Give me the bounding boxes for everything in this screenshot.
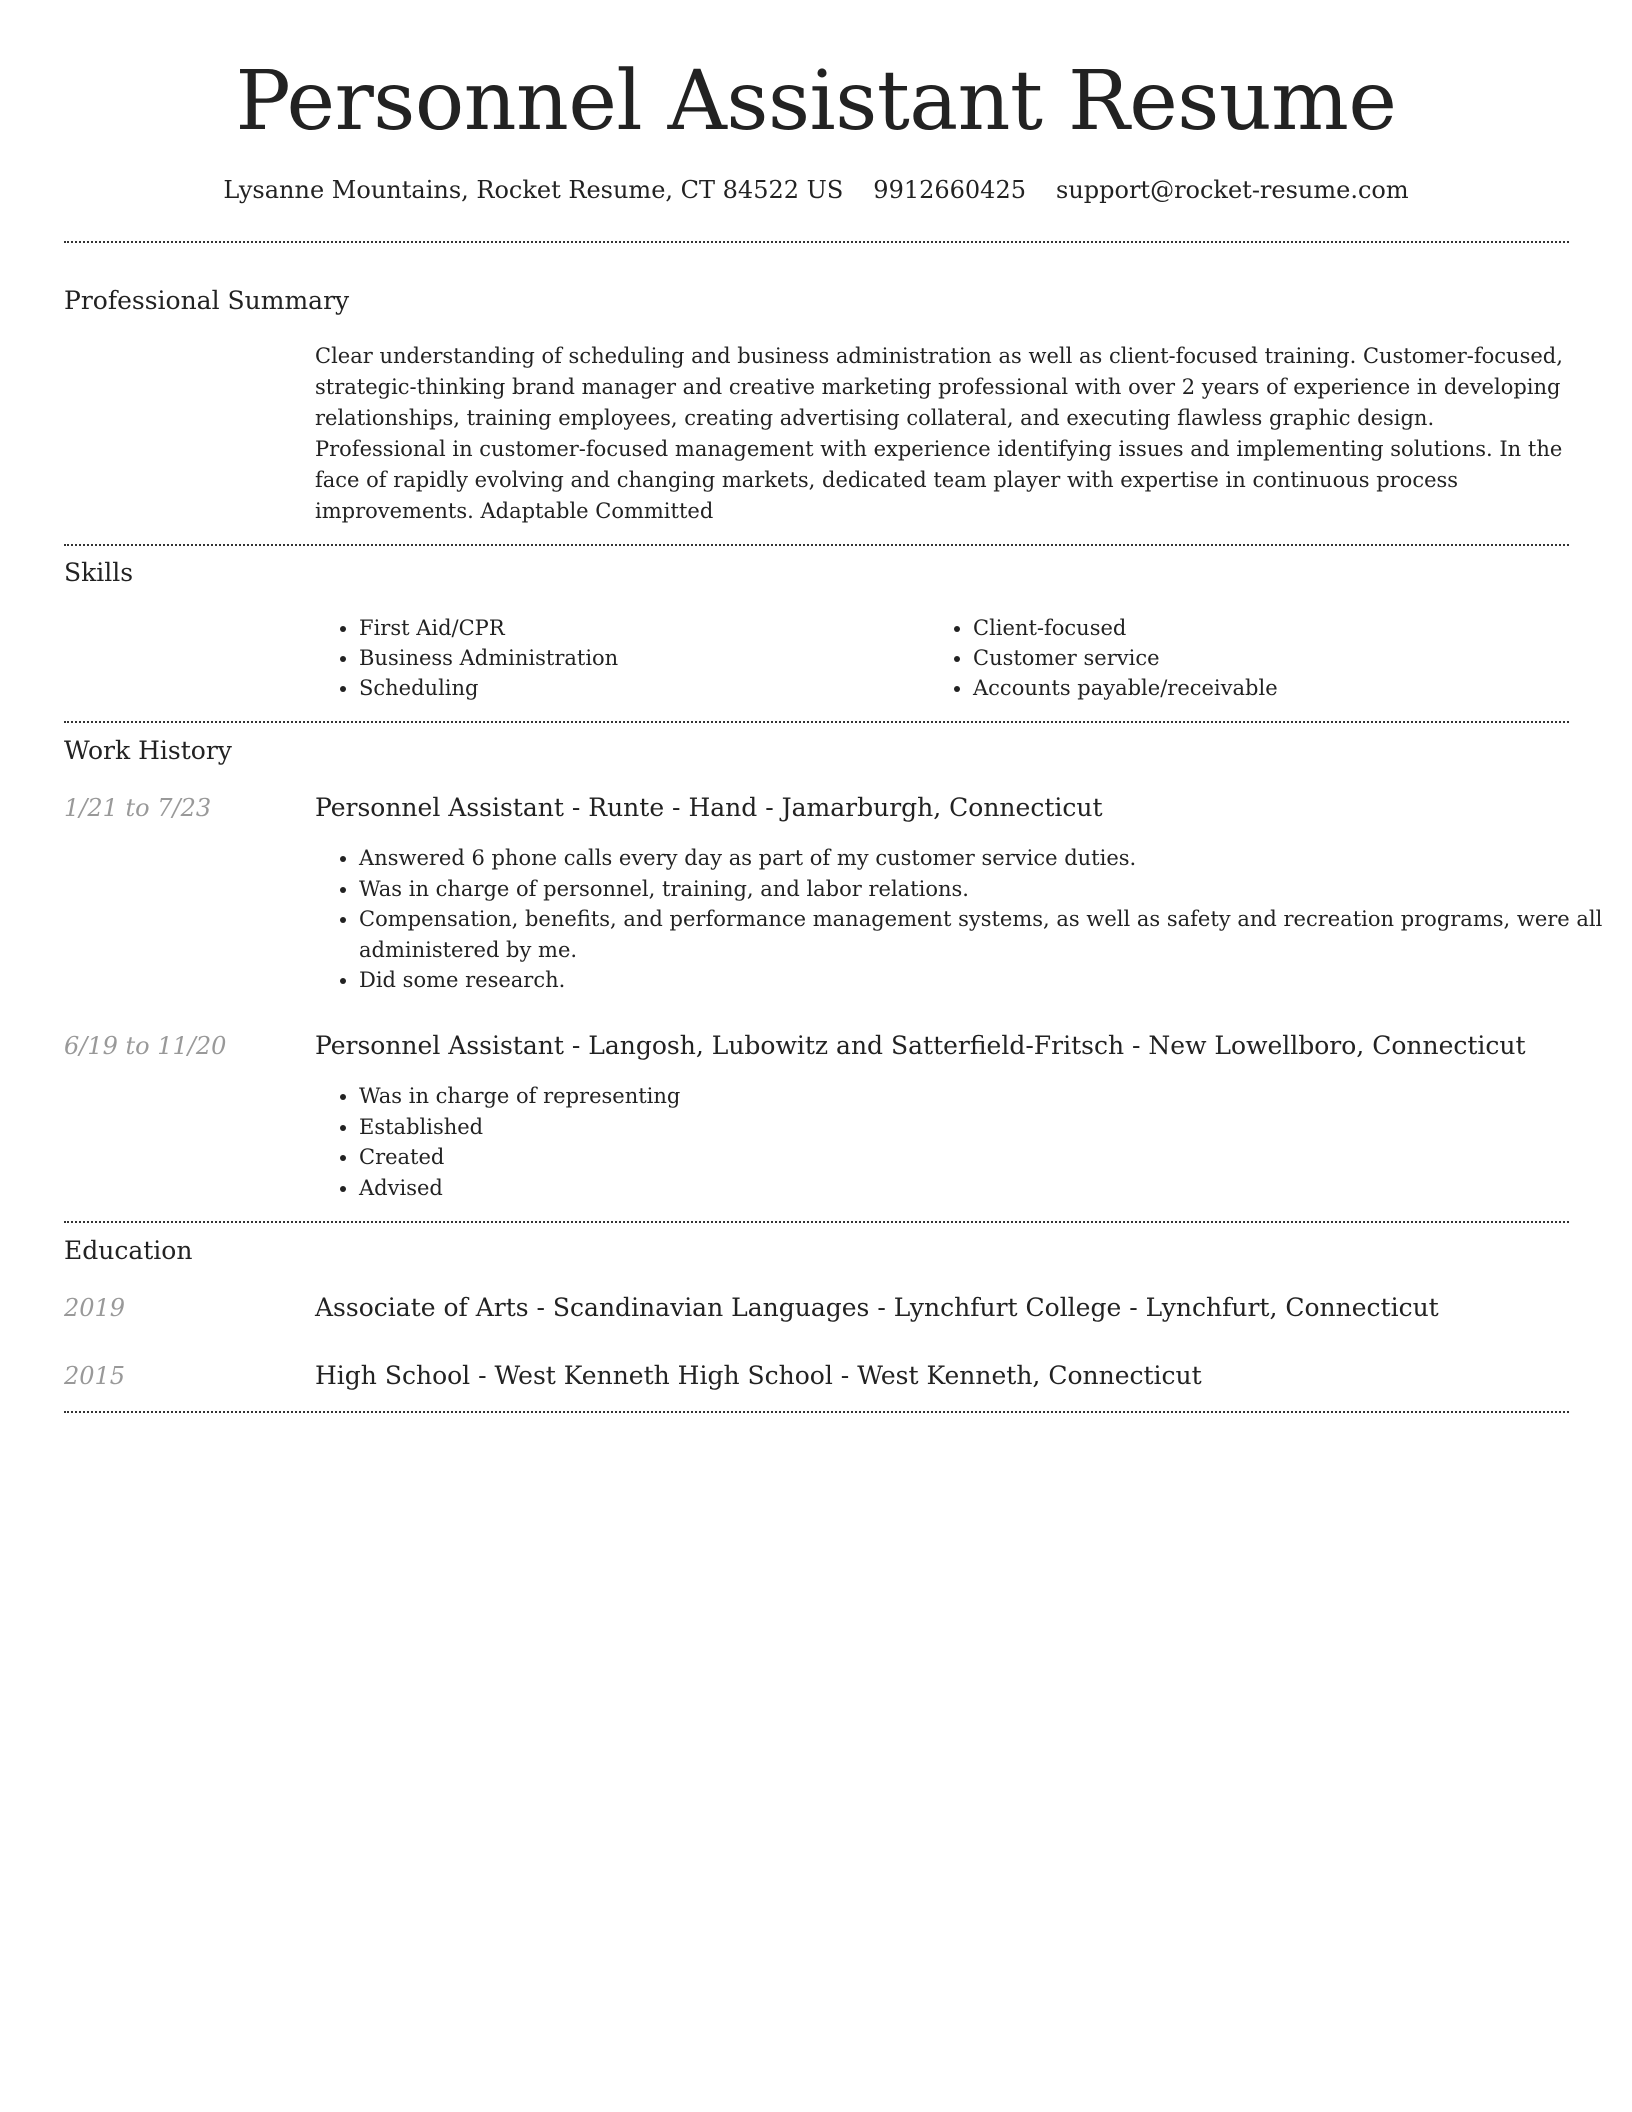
skill-item: • Business Administration: [359, 643, 618, 673]
duty-item: • Created: [359, 1142, 1609, 1173]
duty-item: • Answered 6 phone calls every day as part of my customer service duties.: [359, 843, 1609, 874]
education-year: 2019: [64, 1294, 126, 1322]
divider: [64, 1221, 1569, 1223]
skill-item: • Client-focused: [973, 613, 1278, 643]
duty-item: • Advised: [359, 1173, 1609, 1204]
education-title: High School - West Kenneth High School - West Kenneth, Connecticut: [315, 1361, 1202, 1390]
divider: [64, 721, 1569, 723]
divider: [64, 1411, 1569, 1413]
duty-item: • Established: [359, 1112, 1609, 1143]
contact-line: [0, 170, 1632, 210]
page-title: Personnel Assistant Resume: [235, 54, 1397, 149]
summary-text: Clear understanding of scheduling and business administration as well as client-focused training. Customer-focused, strategic-thinking brand manager and creative marketing professional with over 2 years of experience in developing relationships, training employees, creating advertising collateral, and executing flawless graphic design. Professional in customer-focused management with experience identifying issues and implementing solutions. In the face of rapidly evolving and changing markets, dedicated team player with expertise in continuous process improvements. Adaptable Committed: [315, 344, 1563, 523]
contact-address: Lysanne Mountains, Rocket Resume, CT 84522 US: [223, 176, 844, 204]
education-year: 2015: [64, 1362, 126, 1390]
divider: [64, 241, 1569, 243]
job-title: Personnel Assistant - Langosh, Lubowitz and Satterfield-Fritsch - New Lowellboro, Connecticut: [315, 1031, 1526, 1060]
work-heading: Work History: [64, 736, 232, 765]
job-dates: 6/19 to 11/20: [64, 1032, 227, 1060]
contact-phone: 9912660425: [873, 176, 1026, 204]
education-heading: Education: [64, 1236, 193, 1265]
skill-item: • Accounts payable/receivable: [973, 673, 1278, 703]
summary-heading: Professional Summary: [64, 286, 350, 315]
duty-item: • Was in charge of representing: [359, 1081, 1609, 1112]
education-title: Associate of Arts - Scandinavian Languages - Lynchfurt College - Lynchfurt, Connecticut: [315, 1293, 1439, 1322]
skill-item: • First Aid/CPR: [359, 613, 618, 643]
skills-list-right: [929, 613, 1278, 703]
job-duties-list: [315, 843, 1609, 996]
skills-list-left: [315, 613, 618, 703]
contact-email: support@rocket-resume.com: [1056, 176, 1409, 204]
skills-heading: Skills: [64, 558, 134, 587]
duty-item: • Did some research.: [359, 965, 1609, 996]
skill-item: • Customer service: [973, 643, 1278, 673]
skill-item: • Scheduling: [359, 673, 618, 703]
duty-item: • Was in charge of personnel, training, and labor relations.: [359, 874, 1609, 905]
job-title: Personnel Assistant - Runte - Hand - Jamarburgh, Connecticut: [315, 793, 1103, 822]
job-duties-list: [315, 1081, 1609, 1203]
job-dates: 1/21 to 7/23: [64, 794, 212, 822]
divider: [64, 544, 1569, 546]
duty-item: • Compensation, benefits, and performance management systems, as well as safety and recreation programs, were all administered by me.: [359, 904, 1609, 965]
